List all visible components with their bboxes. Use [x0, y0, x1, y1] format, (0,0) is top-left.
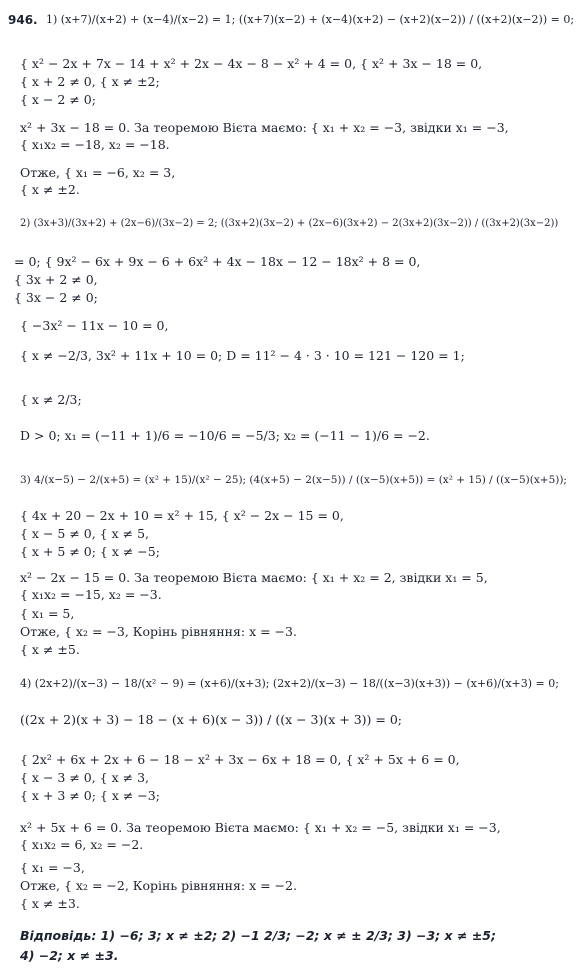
line-1: 1) (x+7)/(x+2) + (x−4)/(x−2) = 1; ((x+7)(x−2) + (x−4)(x+2) − (x+2)(x−2)) / ((x+2)(x−2)) = 0;	[46, 13, 575, 26]
line-15: { x ≠ 2/3;	[20, 392, 82, 407]
problem-number: 946.	[8, 13, 38, 27]
line-23: { x₁ = 5,	[20, 606, 75, 621]
line-8: { x ≠ ±2.	[20, 182, 80, 197]
line-9: 2) (3x+3)/(3x+2) + (2x−6)/(3x−2) = 2; ((3x+2)(3x−2) + (2x−6)(3x+2) − 2(3x+2)(3x−2)) / ((3x+2)(3x−2))	[20, 218, 559, 229]
line-10: = 0; { 9x² − 6x + 9x − 6 + 6x² + 4x − 18x − 12 − 18x² + 8 = 0,	[14, 254, 421, 269]
line-35: { x ≠ ±3.	[20, 896, 80, 911]
line-17: 3) 4/(x−5) − 2/(x+5) = (x² + 15)/(x² − 25); (4(x+5) − 2(x−5)) / ((x−5)(x+5)) = (x² + 15) / ((x−5)(x+5));	[20, 474, 567, 486]
line-11: { 3x + 2 ≠ 0,	[14, 272, 98, 287]
line-13: { −3x² − 11x − 10 = 0,	[20, 318, 169, 333]
line-21: x² − 2x − 15 = 0. За теоремою Вієта маємо: { x₁ + x₂ = 2, звідки x₁ = 5,	[20, 570, 488, 585]
line-29: { x − 3 ≠ 0, { x ≠ 3,	[20, 770, 149, 785]
line-22: { x₁x₂ = −15, x₂ = −3.	[20, 587, 162, 602]
line-4: { x − 2 ≠ 0;	[20, 92, 96, 107]
line-2: { x² − 2x + 7x − 14 + x² + 2x − 4x − 8 − x² + 4 = 0, { x² + 3x − 18 = 0,	[20, 56, 483, 71]
line-32: { x₁x₂ = 6, x₂ = −2.	[20, 837, 144, 852]
line-30: { x + 3 ≠ 0; { x ≠ −3;	[20, 788, 160, 803]
line-34: Отже, { x₂ = −2, Корінь рівняння: x = −2.	[20, 878, 297, 893]
line-14: { x ≠ −2/3, 3x² + 11x + 10 = 0; D = 11² − 4 · 3 · 10 = 121 − 120 = 1;	[20, 348, 465, 363]
line-19: { x − 5 ≠ 0, { x ≠ 5,	[20, 526, 149, 541]
line-12: { 3x − 2 ≠ 0;	[14, 290, 98, 305]
line-3: { x + 2 ≠ 0, { x ≠ ±2;	[20, 74, 160, 89]
line-5: x² + 3x − 18 = 0. За теоремою Вієта маємо: { x₁ + x₂ = −3, звідки x₁ = −3,	[20, 120, 509, 135]
answer-line-1: Відповідь: 1) −6; 3; x ≠ ±2; 2) −1 2/3; −2; x ≠ ± 2/3; 3) −3; x ≠ ±5;	[20, 928, 496, 943]
answer-line-2: 4) −2; x ≠ ±3.	[20, 948, 119, 963]
line-33: { x₁ = −3,	[20, 860, 85, 875]
line-7: Отже, { x₁ = −6, x₂ = 3,	[20, 165, 176, 180]
line-16: D > 0; x₁ = (−11 + 1)/6 = −10/6 = −5/3; x₂ = (−11 − 1)/6 = −2.	[20, 428, 430, 443]
line-24: Отже, { x₂ = −3, Корінь рівняння: x = −3.	[20, 624, 297, 639]
line-28: { 2x² + 6x + 2x + 6 − 18 − x² + 3x − 6x + 18 = 0, { x² + 5x + 6 = 0,	[20, 752, 460, 767]
line-18: { 4x + 20 − 2x + 10 = x² + 15, { x² − 2x − 15 = 0,	[20, 508, 344, 523]
line-31: x² + 5x + 6 = 0. За теоремою Вієта маємо: { x₁ + x₂ = −5, звідки x₁ = −3,	[20, 820, 501, 835]
line-20: { x + 5 ≠ 0; { x ≠ −5;	[20, 544, 160, 559]
line-26: 4) (2x+2)/(x−3) − 18/(x² − 9) = (x+6)/(x+3); (2x+2)/(x−3) − 18/((x−3)(x+3)) − (x+6)/(x+3) = 0;	[20, 677, 559, 690]
line-27: ((2x + 2)(x + 3) − 18 − (x + 6)(x − 3)) / ((x − 3)(x + 3)) = 0;	[20, 712, 403, 727]
line-25: { x ≠ ±5.	[20, 642, 80, 657]
line-6: { x₁x₂ = −18, x₂ = −18.	[20, 137, 170, 152]
